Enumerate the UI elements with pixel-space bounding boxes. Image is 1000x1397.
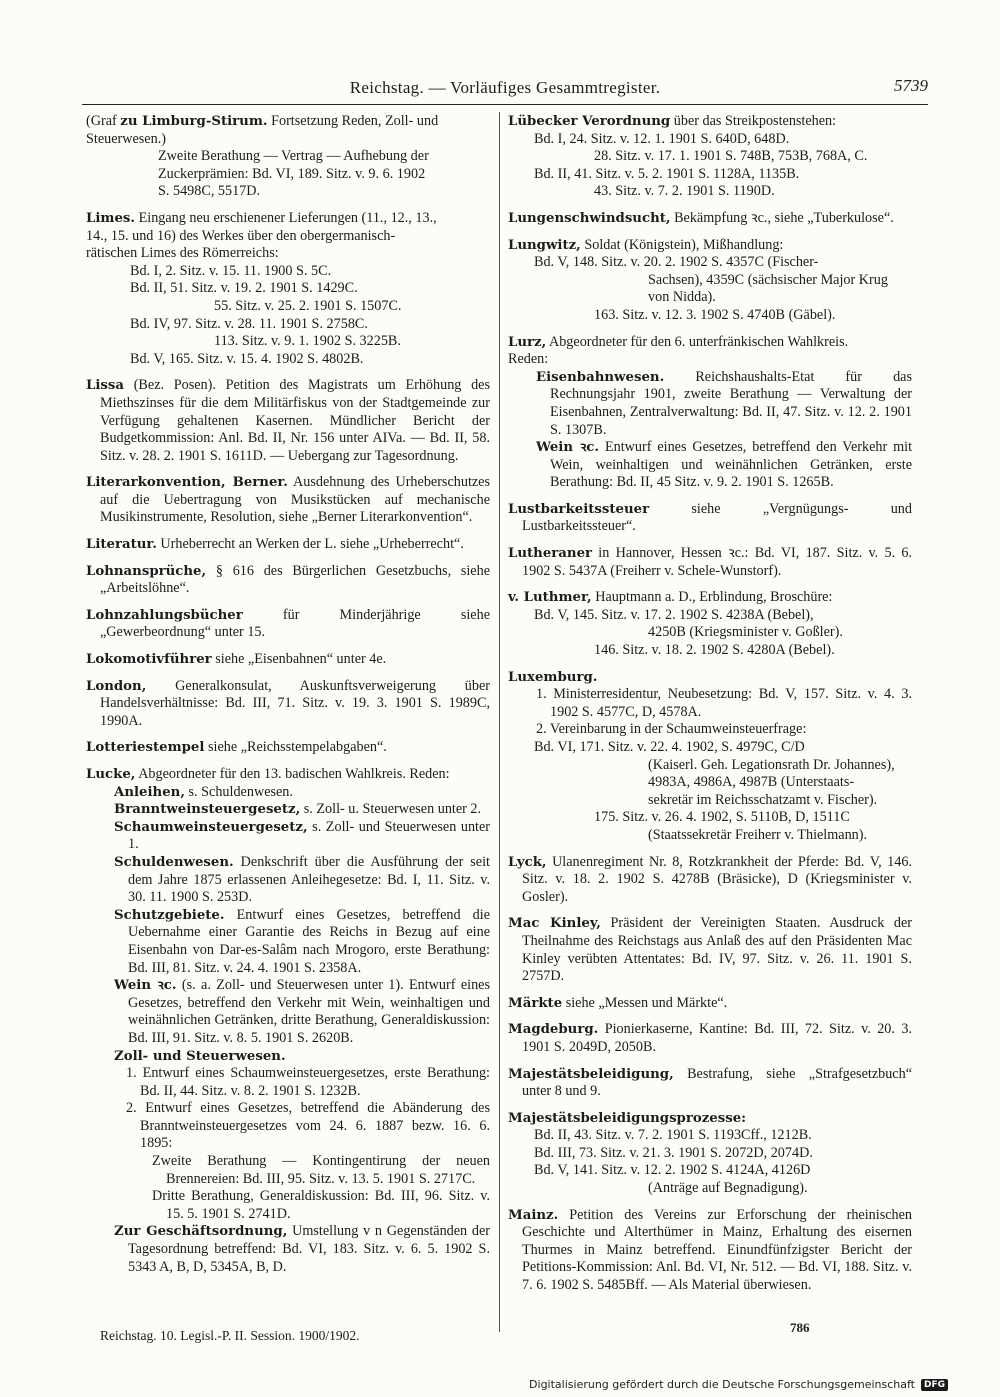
subentry-wein (522, 439, 912, 492)
entry-keyword: Lungenschwindsucht, (508, 210, 671, 226)
entry-text: Pionierkaserne, Kantine: Bd. III, 72. Sitz. v. 20. 3. 1901 S. 2049D, 2050B. (522, 1021, 913, 1055)
subentry-text: Umstellung v n Gegenständen der Tagesordnung betreffend: Bd. VI, 183. Sitz. v. 6. 5. 1902 S. 5343 A, B, D, 5345A, B, D. (128, 1223, 491, 1275)
entry-line: S. 5498C, 5517D. (158, 183, 261, 200)
subentry-geschaeftsordnung (100, 1223, 490, 1276)
entry-text: Soldat (Königstein), Mißhandlung: (584, 236, 784, 253)
entry-keyword: Lutheraner (508, 546, 593, 562)
reference-line: Bd. II, 41. Sitz. v. 5. 2. 1901 S. 1128A, 1135B. (534, 165, 800, 182)
reference-line: Bd. I, 24. Sitz. v. 12. 1. 1901 S. 640D, 648D. (534, 130, 790, 147)
subentry-anleihen (100, 784, 490, 802)
entry-keyword: Limes. (86, 210, 136, 226)
subentry-schutzgebiete (100, 907, 490, 977)
index-entry-majestaetsbeleidigungsprozesse (508, 1110, 912, 1198)
reference-line: Bd. II, 43. Sitz. v. 7. 2. 1901 S. 1193Cff., 1212B. (534, 1127, 812, 1144)
reference-line: Bd. IV, 97. Sitz. v. 28. 11. 1901 S. 2758C. (130, 315, 368, 332)
subentry-text: s. Schuldenwesen. (188, 783, 293, 800)
subentry-keyword: Wein ꝛc. (536, 440, 600, 456)
entry-line: Reden: (508, 351, 549, 368)
entry-text: § 616 des Bürgerlichen Gesetzbuchs, siehe „Arbeitslöhne“. (100, 562, 490, 597)
entry-keyword: Majestätsbeleidigungsprozesse: (508, 1110, 747, 1126)
entry-keyword: Märkte (508, 995, 563, 1011)
subentry-keyword: Zoll- und Steuerwesen. (114, 1048, 286, 1064)
subentry-branntwein (100, 801, 490, 819)
index-entry-luxemburg (508, 669, 912, 845)
entry-keyword: Lübecker Verordnung (508, 114, 671, 129)
reference-line: (Anträge auf Begnadigung). (648, 1180, 808, 1197)
entry-line: Zuckerprämien: Bd. VI, 189. Sitz. v. 9. 6. 1902 (158, 165, 426, 182)
reference-line: sekretär im Reichsschatzamt v. Fischer). (648, 791, 878, 808)
subentry-keyword: Branntweinsteuergesetz, (114, 802, 301, 818)
subentry-text: s. Zoll- und Steuerwesen unter 1. (128, 818, 491, 853)
reference-line: Bd. V, 141. Sitz. v. 12. 2. 1902 S. 4124A, 4126D (534, 1162, 811, 1179)
index-entry-magdeburg (508, 1021, 912, 1056)
footer-session-info: Reichstag. 10. Legisl.-P. II. Session. 1900/1902. (100, 1328, 360, 1343)
entry-line: rätischen Limes des Römerreichs: (86, 245, 279, 262)
subentry-keyword: Schuldenwesen. (114, 854, 234, 870)
reference-line: Bd. V, 165. Sitz. v. 15. 4. 1902 S. 4802B. (130, 350, 364, 367)
entry-text: Fortsetzung Reden, Zoll- und (271, 113, 439, 129)
entry-keyword: Lissa (86, 378, 124, 394)
entry-text: Abgeordneter für den 13. badischen Wahlkreis. Reden: (138, 766, 450, 782)
numbered-item: 1. Ministerresidentur, Neubesetzung: Bd. V, 157. Sitz. v. 4. 3. 1902 S. 4577C, D, 4578A. (536, 686, 912, 720)
running-title: Reichstag. — Vorläufiges Gesammtregister. (349, 78, 661, 97)
reference-line: von Nidda). (648, 289, 716, 306)
index-entry-literatur (86, 536, 490, 554)
entry-text: siehe „Reichsstempelabgaben“. (208, 739, 387, 756)
reference-line: 175. Sitz. v. 26. 4. 1902, S. 5110B, D, 1511C (594, 809, 850, 826)
entry-text: Ausdehnung des Urheberschutzes auf die Uebertragung von Musikstücken auf mechanische Musikinstrumente, Resolution, siehe „Berner Literarkonvention“. (100, 474, 490, 526)
reference-line: (Staatssekretär Freiherr v. Thielmann). (648, 826, 868, 843)
subentry-text: Entwurf eines Gesetzes, betreffend die Uebernahme einer Garantie des Reichs in Bezug auf eine Eisenbahn von Dar-es-Salâm nach Mrogoro, erste Berathung: Bd. III, 81. Sitz. v. 24. 4. 1901 S. 2358A. (128, 906, 490, 976)
entry-text: für Minderjährige siehe „Gewerbeordnung“ unter 15. (100, 606, 490, 641)
entry-keyword: zu Limburg-Stirum. (120, 114, 268, 129)
entry-keyword: Mac Kinley, (508, 916, 601, 932)
subentry-keyword: Wein ꝛc. (114, 978, 177, 994)
entry-keyword: Lohnzahlungsbücher (86, 607, 243, 623)
entry-text: Hauptmann a. D., Erblindung, Broschüre: (595, 589, 833, 606)
entry-keyword: Literarkonvention, Berner. (86, 475, 288, 491)
entry-text: Präsident der Vereinigten Staaten. Ausdruck der Theilnahme des Reichstags aus Anlaß des auf den Präsidenten Mac Kinley verübten Attentates: Bd. IV, 97. Sitz. v. 26. 11. 1901 S. 2757D. (522, 915, 913, 985)
reference-line: Bd. V, 148. Sitz. v. 20. 2. 1902 S. 4357C (Fischer- (534, 254, 819, 271)
subentry-keyword: Schutzgebiete. (114, 907, 225, 923)
subentry-text: Denkschrift über die Ausführung der seit dem Jahre 1875 erlassenen Anleihegesetze: Bd. I, 11. Sitz. v. 30. 11. 1900 S. 253D. (128, 853, 490, 906)
index-entry-luthmer (508, 589, 912, 659)
page-number: 5739 (894, 76, 928, 95)
reference-line: 4983A, 4986A, 4987B (Unterstaats- (648, 774, 855, 791)
entry-keyword: Mainz. (508, 1207, 559, 1223)
entry-text: siehe „Messen und Märkte“. (565, 994, 728, 1011)
subentry-keyword: Anleihen, (114, 784, 185, 800)
reference-line: Bd. III, 73. Sitz. v. 21. 3. 1901 S. 2072D, 2074D. (534, 1144, 813, 1161)
index-entry-lissa (86, 377, 490, 465)
entry-keyword: Lustbarkeitssteuer (508, 501, 650, 517)
index-entry-lungenschwindsucht (508, 210, 912, 228)
reference-line: 28. Sitz. v. 17. 1. 1901 S. 748B, 753B, 768A, C. (594, 148, 868, 165)
reference-line: 4250B (Kriegsminister v. Goßler). (648, 624, 843, 641)
index-entry-lohnzahlungsbuecher (86, 607, 490, 642)
entry-keyword: Lucke, (86, 767, 136, 782)
index-entry-lungwitz (508, 237, 912, 325)
entry-keyword: Lotteriestempel (86, 740, 205, 756)
entry-text: Eingang neu erschienener Lieferungen (11., 12., 13., (138, 209, 437, 226)
index-entry-lutheraner (508, 545, 912, 580)
entry-keyword: Lyck, (508, 854, 547, 870)
entry-keyword: Lurz, (508, 334, 547, 350)
entry-prefix: (Graf (86, 113, 121, 129)
entry-line: 14., 15. und 16) des Werkes über den obergermanisch- (86, 227, 396, 244)
subentry-text: Entwurf eines Gesetzes, betreffend den Verkehr mit Wein, weinhaltigen und weinähnlichen Getränken, erste Berathung: Bd. II, 45 Sitz. v. 9. 2. 1901 S. 1265B. (550, 439, 913, 491)
numbered-subitem: Dritte Berathung, Generaldiskussion: Bd. III, 96. Sitz. v. 15. 5. 1901 S. 2741D. (152, 1188, 490, 1222)
reference-line: 163. Sitz. v. 12. 3. 1902 S. 4740B (Gäbel). (594, 306, 836, 323)
index-entry-lustbarkeitssteuer (508, 501, 912, 536)
index-entry-limburg (86, 113, 490, 201)
index-entry-mainz (508, 1207, 912, 1295)
entry-keyword: v. Luthmer, (508, 590, 592, 606)
column-divider (499, 112, 500, 1332)
entry-text: Bekämpfung ꝛc., siehe „Tuberkulose“. (674, 209, 894, 226)
entry-line: Zweite Berathung — Vertrag — Aufhebung der (158, 148, 429, 165)
numbered-item: 2. Vereinbarung in der Schaumweinsteuerfrage: (536, 721, 807, 738)
reference-line: 55. Sitz. v. 25. 2. 1901 S. 1507C. (214, 297, 402, 314)
dfg-logo-icon: DFG (921, 1379, 948, 1391)
entry-keyword: Luxemburg. (508, 669, 598, 685)
right-column (508, 113, 912, 1304)
entry-keyword: Majestätsbeleidigung, (508, 1066, 674, 1082)
numbered-subitem: Zweite Berathung — Kontingentirung der neuen Brennereien: Bd. III, 95. Sitz. v. 13. 5. 1901 S. 2717C. (152, 1153, 490, 1187)
digitization-text: Digitalisierung gefördert durch die Deutsche Forschungsgemeinschaft (529, 1378, 915, 1391)
subentry-keyword: Zur Geschäftsordnung, (114, 1224, 288, 1240)
entry-keyword: Literatur. (86, 537, 157, 553)
digitization-credit (529, 1378, 948, 1391)
numbered-item: 2. Entwurf eines Gesetzes, betreffend die Abänderung des Branntweinsteuergesetzes vom 24. 6. 1887 bezw. 16. 6. 1895: (126, 1100, 490, 1152)
reference-line: 146. Sitz. v. 18. 2. 1902 S. 4280A (Bebel). (594, 642, 835, 659)
reference-line: Bd. VI, 171. Sitz. v. 22. 4. 1902, S. 4979C, C/D (534, 739, 805, 755)
entry-text: über das Streikpostenstehen: (673, 113, 837, 129)
entry-text: Petition des Vereins zur Erforschung der rheinischen Geschichte und Alterthümer in Mainz, Erhaltung des eisernen Thurmes in Mainz betreffend. Einundfünfzigster Bericht der Petitions-Kommission: Anl. Bd. VI, Nr. 512. — Bd. VI, 188. Sitz. v. 7. 6. 1902 S. 5485Bff. — Als Material überwiesen. (522, 1206, 912, 1294)
index-entry-lokomotivfuehrer (86, 651, 490, 669)
page-header (82, 70, 928, 105)
entry-text: Bestrafung, siehe „Strafgesetzbuch“ unter 8 und 9. (522, 1065, 912, 1100)
reference-line: Bd. I, 2. Sitz. v. 15. 11. 1900 S. 5C. (130, 262, 332, 279)
subentry-schuldenwesen (100, 854, 490, 907)
index-entry-literarkonvention (86, 474, 490, 527)
entry-line: Steuerwesen.) (86, 130, 166, 147)
subentry-text: s. Zoll- u. Steuerwesen unter 2. (303, 801, 482, 818)
reference-line: Sachsen), 4359C (sächsischer Major Krug (648, 271, 888, 288)
reference-line: Bd. II, 51. Sitz. v. 19. 2. 1901 S. 1429C. (130, 280, 358, 297)
entry-keyword: London, (86, 678, 147, 694)
subentry-keyword: Eisenbahnwesen. (536, 369, 665, 385)
subentry-wein (100, 977, 490, 1047)
numbered-item: 1. Entwurf eines Schaumweinsteuergesetzes, erste Berathung: Bd. II, 44. Sitz. v. 8. 2. 1901 S. 1232B. (126, 1065, 490, 1099)
entry-keyword: Lungwitz, (508, 237, 581, 253)
index-entry-lurz (508, 334, 912, 492)
entry-text: Abgeordneter für den 6. unterfränkischen Wahlkreis. (548, 333, 849, 350)
reference-line: 113. Sitz. v. 9. 1. 1902 S. 3225B. (214, 333, 401, 350)
index-entry-luebecker (508, 113, 912, 201)
reference-line: (Kaiserl. Geh. Legationsrath Dr. Johannes), (648, 756, 895, 773)
subentry-keyword: Schaumweinsteuergesetz, (114, 819, 308, 835)
subentry-zoll (100, 1048, 490, 1066)
entry-text: Generalkonsulat, Auskunftsverweigerung über Handelsverhältnisse: Bd. III, 71. Sitz. v. 19. 3. 1901 S. 1989C, 1990A. (100, 677, 491, 729)
left-column (86, 113, 490, 1280)
subentry-schaumwein (100, 819, 490, 854)
subentry-eisenbahnwesen (522, 369, 912, 439)
index-entry-lotteriestempel (86, 739, 490, 757)
index-entry-lucke (86, 766, 490, 1276)
entry-text: siehe „Vergnügungs- und Lustbarkeitssteuer“. (522, 500, 912, 535)
reference-line: 43. Sitz. v. 7. 2. 1901 S. 1190D. (594, 183, 775, 200)
index-entry-lyck (508, 854, 912, 907)
entry-text: Ulanenregiment Nr. 8, Rotzkrankheit der Pferde: Bd. V, 146. Sitz. v. 18. 2. 1902 S. 4278B (Bräsicke), D (Kriegsminister v. Gosler). (522, 853, 912, 905)
entry-text: siehe „Eisenbahnen“ unter 4e. (215, 651, 387, 668)
subentry-text: (s. a. Zoll- und Steuerwesen unter 1). Entwurf eines Gesetzes, betreffend den Verkehr mit Wein, weinhaltigen und weinähnlichen Getränken, dritte Berathung, Generaldiskussion: Bd. III, 91. Sitz. v. 8. 5. 1901 S. 2620B. (128, 977, 490, 1046)
entry-keyword: Magdeburg. (508, 1022, 599, 1038)
index-entry-mac-kinley (508, 915, 912, 985)
entry-text: (Bez. Posen). Petition des Magistrats um Erhöhung des Miethszinses für die dem Militärfiskus von der Stadtgemeinde zur Verfügung gehaltenen Kasernen. Mündlicher Bericht der Budgetkommission: Anl. Bd. II, Nr. 156 unter AIVa. — Bd. II, 58. Sitz. v. 28. 2. 1901 S. 1611D. — Uebergang zur Tagesordnung. (100, 377, 490, 464)
index-entry-london (86, 678, 490, 731)
index-entry-maerkte (508, 995, 912, 1013)
entry-text: Urheberrecht an Werken der L. siehe „Urheberrecht“. (160, 536, 464, 553)
index-entry-lohnansprueche (86, 563, 490, 598)
subentry-text: Reichshaushalts-Etat für das Rechnungsjahr 1901, zweite Berathung — Verwaltung der Eisenbahnen, Zentralverwaltung: Bd. II, 47. Sitz. v. 12. 2. 1901 S. 1307B. (550, 368, 912, 438)
reference-line: Bd. V, 145. Sitz. v. 17. 2. 1902 S. 4238A (Bebel), (534, 606, 814, 623)
entry-keyword: Lokomotivführer (86, 652, 212, 668)
entry-keyword: Lohnansprüche, (86, 563, 207, 579)
index-entry-majestaetsbeleidigung (508, 1066, 912, 1101)
footer-page-number: 786 (790, 1320, 810, 1335)
index-entry-limes (86, 210, 490, 368)
entry-text: in Hannover, Hessen ꝛc.: Bd. VI, 187. Sitz. v. 5. 6. 1902 S. 5437A (Freiherr v. Schele-Wunstorf). (522, 545, 913, 579)
